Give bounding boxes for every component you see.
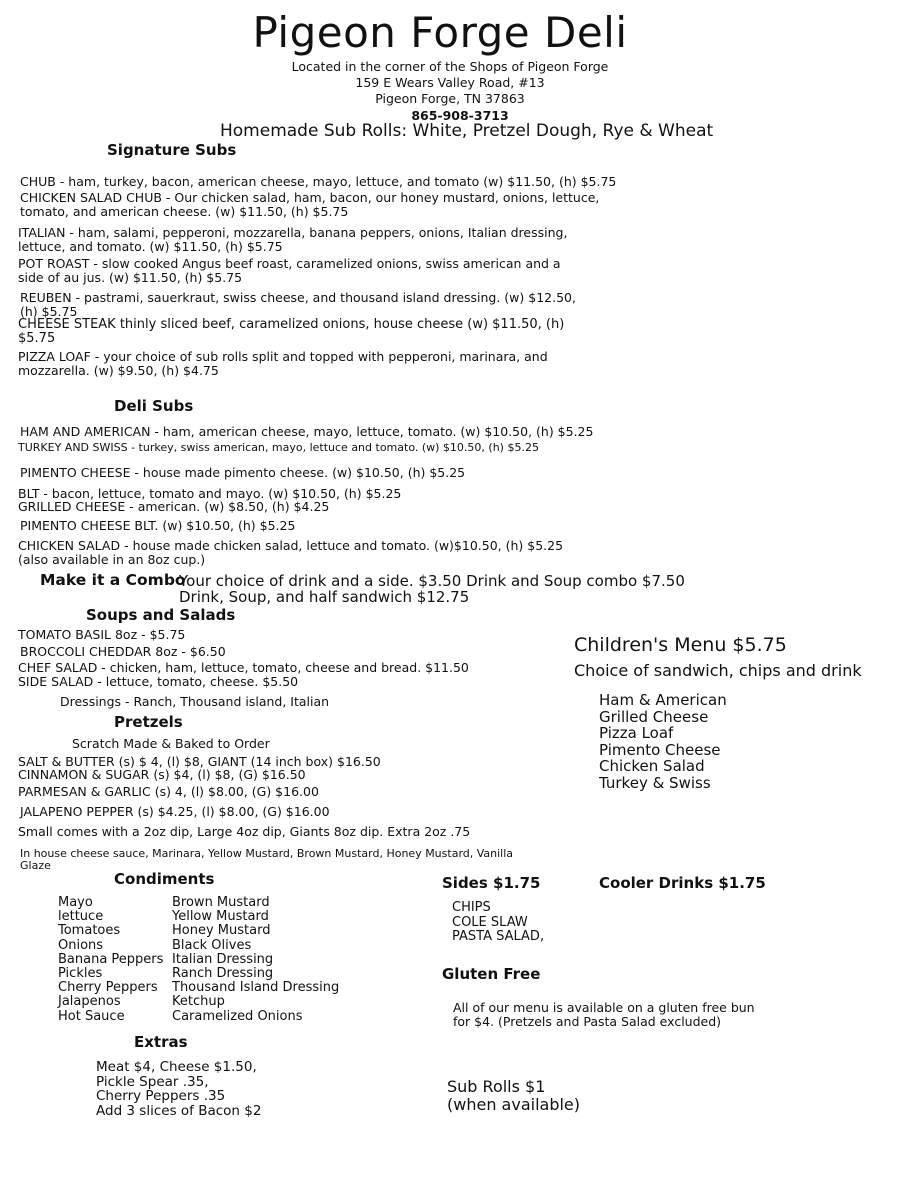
menu-item: POT ROAST - slow cooked Angus beef roast, caramelized onions, swiss american and a side of au jus. (w) $11.50, (h) $5.75 <box>18 256 561 285</box>
list-item: Caramelized Onions <box>172 1008 303 1024</box>
list-item: CHIPS <box>452 900 491 915</box>
list-item: Ranch Dressing <box>172 966 274 982</box>
condiments-heading: Condiments <box>114 870 215 888</box>
sides-heading: Sides $1.75 <box>442 874 541 892</box>
menu-item: SALT & BUTTER (s) $ 4, (l) $8, GIANT (14 inch box) $16.50 <box>18 754 381 769</box>
list-item: Italian Dressing <box>172 951 274 967</box>
address-line: 159 E Wears Valley Road, #13 <box>355 75 545 90</box>
menu-item-note: (also available in an 8oz cup.) <box>18 552 206 567</box>
menu-item: CHEF SALAD - chicken, ham, lettuce, tomato, cheese and bread. $11.50 <box>18 660 469 675</box>
menu-item: GRILLED CHEESE - american. (w) $8.50, (h) $4.25 <box>18 499 330 514</box>
menu-item: TURKEY AND SWISS - turkey, swiss american, mayo, lettuce and tomato. (w) $10.50, (h) $5.25 <box>18 441 539 454</box>
signature-subs-heading: Signature Subs <box>107 141 237 159</box>
extras-list <box>96 1060 261 1118</box>
dip-note: Small comes with a 2oz dip, Large 4oz dip, Giants 8oz dip. Extra 2oz .75 <box>18 824 471 839</box>
list-item: Pizza Loaf <box>599 724 674 742</box>
gluten-free-heading: Gluten Free <box>442 965 541 983</box>
list-item: Cherry Peppers .35 <box>96 1088 226 1104</box>
list-item: lettuce <box>58 909 104 925</box>
address-block <box>250 59 650 107</box>
childrens-menu-subheading: Choice of sandwich, chips and drink <box>574 661 862 680</box>
list-item: Banana Peppers <box>58 951 164 967</box>
list-item: COLE SLAW <box>452 914 528 930</box>
list-item: Tomatoes <box>58 923 121 939</box>
list-item: Black Olives <box>172 937 252 953</box>
list-item: Brown Mustard <box>172 895 270 910</box>
menu-item: PIMENTO CHEESE - house made pimento cheese. (w) $10.50, (h) $5.25 <box>20 465 466 480</box>
address-line: Located in the corner of the Shops of Pigeon Forge <box>291 59 609 74</box>
pretzels-subheading: Scratch Made & Baked to Order <box>72 736 270 751</box>
condiments-list-left <box>58 896 163 1024</box>
list-item: Onions <box>58 937 104 953</box>
list-item: Pickles <box>58 966 103 982</box>
list-item: Ham & American <box>599 691 727 709</box>
soups-salads-heading: Soups and Salads <box>86 606 236 624</box>
sub-rolls-availability: (when available) <box>447 1095 580 1114</box>
list-item: Yellow Mustard <box>172 909 269 925</box>
phone-number[interactable]: 865-908-3713 <box>411 108 509 123</box>
menu-item: BROCCOLI CHEDDAR 8oz - $6.50 <box>20 644 226 659</box>
menu-item: HAM AND AMERICAN - ham, american cheese, mayo, lettuce, tomato. (w) $10.50, (h) $5.25 <box>20 424 594 439</box>
childrens-menu-heading: Children's Menu $5.75 <box>574 634 787 656</box>
menu-item: PARMESAN & GARLIC (s) 4, (l) $8.00, (G) $16.00 <box>18 784 319 799</box>
pretzels-heading: Pretzels <box>114 713 183 731</box>
sub-rolls-banner: Homemade Sub Rolls: White, Pretzel Dough, Rye & Wheat <box>220 121 714 141</box>
dressings-list: Dressings - Ranch, Thousand island, Italian <box>60 694 330 709</box>
menu-item: REUBEN - pastrami, sauerkraut, swiss cheese, and thousand island dressing. (w) $12.50, (h) $5.75 <box>20 290 576 319</box>
list-item: Ketchup <box>172 994 225 1010</box>
list-item: Cherry Peppers <box>58 980 158 996</box>
page-title: Pigeon Forge Deli <box>252 8 628 57</box>
condiments-list-right <box>172 896 339 1024</box>
menu-item: PIMENTO CHEESE BLT. (w) $10.50, (h) $5.25 <box>20 518 296 533</box>
combo-heading: Make it a Combo <box>40 571 186 589</box>
list-item: Chicken Salad <box>599 757 705 775</box>
menu-item: JALAPENO PEPPER (s) $4.25, (l) $8.00, (G) $16.00 <box>20 804 330 819</box>
list-item: Add 3 slices of Bacon $2 <box>96 1102 262 1119</box>
dip-options: In house cheese sauce, Marinara, Yellow Mustard, Brown Mustard, Honey Mustard, Vanilla Glaze <box>20 847 514 872</box>
address-line: Pigeon Forge, TN 37863 <box>375 91 525 106</box>
list-item: Pimento Cheese <box>599 740 721 759</box>
extras-heading: Extras <box>134 1033 188 1051</box>
combo-line: Your choice of drink and a side. $3.50 Drink and Soup combo $7.50 <box>179 572 685 590</box>
sides-list <box>452 901 544 945</box>
list-item: Grilled Cheese <box>599 707 709 726</box>
list-item: Honey Mustard <box>172 923 271 939</box>
list-item: Turkey & Swiss <box>599 773 711 792</box>
menu-item: PIZZA LOAF - your choice of sub rolls split and topped with pepperoni, marinara, and mozzarella. (w) $9.50, (h) $4.75 <box>18 349 548 378</box>
list-item: Mayo <box>58 895 93 910</box>
menu-item: TOMATO BASIL 8oz - $5.75 <box>18 627 186 642</box>
cooler-drinks-heading: Cooler Drinks $1.75 <box>599 874 766 892</box>
combo-line: Drink, Soup, and half sandwich $12.75 <box>179 588 470 606</box>
menu-item: BLT - bacon, lettuce, tomato and mayo. (w) $10.50, (h) $5.25 <box>18 486 402 501</box>
list-item: PASTA SALAD, <box>452 929 545 944</box>
gluten-free-note: All of our menu is available on a gluten free bun for $4. (Pretzels and Pasta Salad excluded) <box>453 1000 755 1029</box>
menu-item: CHUB - ham, turkey, bacon, american cheese, mayo, lettuce, and tomato (w) $11.50, (h) $5.75 <box>20 174 617 189</box>
list-item: Meat $4, Cheese $1.50, <box>96 1059 257 1075</box>
menu-item: ITALIAN - ham, salami, pepperoni, mozzarella, banana peppers, onions, Italian dressing, lettuce, and tomato. (w) $11.50, (h) $5.75 <box>18 225 568 254</box>
list-item: Jalapenos <box>58 994 121 1010</box>
menu-item: CINNAMON & SUGAR (s) $4, (l) $8, (G) $16.50 <box>18 767 306 782</box>
list-item: Hot Sauce <box>58 1008 125 1024</box>
menu-item: CHICKEN SALAD CHUB - Our chicken salad, ham, bacon, our honey mustard, onions, lettuce, tomato, and american cheese. (w) $11.50, (h) $5.75 <box>20 190 600 219</box>
childrens-menu-list <box>599 692 727 791</box>
list-item: Pickle Spear .35, <box>96 1073 209 1090</box>
list-item: Thousand Island Dressing <box>172 980 340 996</box>
menu-item: CHICKEN SALAD - house made chicken salad, lettuce and tomato. (w)$10.50, (h) $5.25 <box>18 538 564 553</box>
menu-item: SIDE SALAD - lettuce, tomato, cheese. $5.50 <box>18 674 299 689</box>
deli-subs-heading: Deli Subs <box>114 397 194 415</box>
sub-rolls-price: Sub Rolls $1 <box>447 1077 546 1096</box>
menu-item: CHEESE STEAK thinly sliced beef, caramelized onions, house cheese (w) $11.50, (h) $5.75 <box>18 317 565 346</box>
